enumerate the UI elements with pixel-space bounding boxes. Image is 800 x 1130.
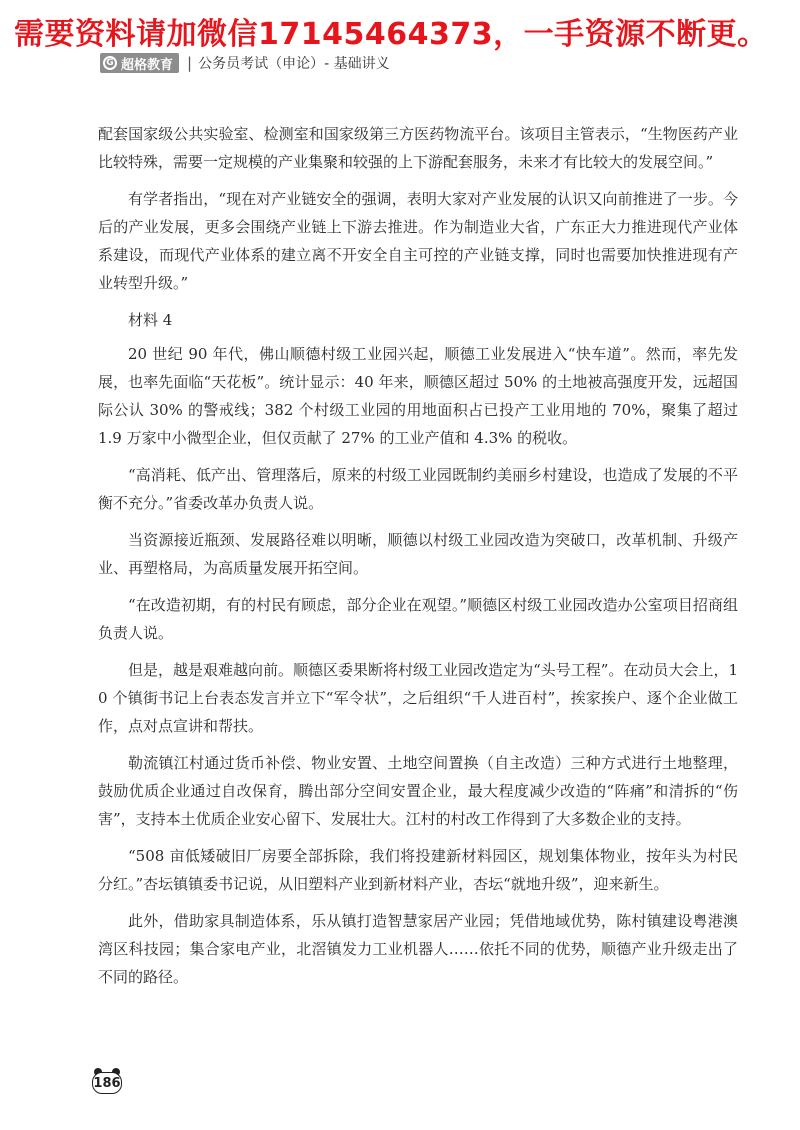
paragraph: 有学者指出，“现在对产业链安全的强调，表明大家对产业发展的认识又向前推进了一步。今后的产业发展，更多会围绕产业链上下游去推进。作为制造业大省，广东正大力推进现代产业体系建设，而现代产业体系的建立离不开安全自主可控的产业链支撑，同时也需要加快推进现有产业转型升级。” bbox=[98, 190, 738, 292]
paragraph: 当资源接近瓶颈、发展路径难以明晰，顺德以村级工业园改造为突破口，改革机制、升级产业、再塑格局，为高质量发展开拓空间。 bbox=[98, 531, 738, 577]
paragraph: 20 世纪 90 年代，佛山顺德村级工业园兴起，顺德工业发展进入“快车道”。然而，率先发展，也率先面临“天花板”。统计显示：40 年来，顺德区超过 50% 的土地被高强度开发，远超国际公认 30% 的警戒线；382 个村级工业园的用地面积占已投产工业用地的 70%，聚集了超过 1.9 万家中小微型企业，但仅贡献了 27% 的工业产值和 4.3% 的税收。 bbox=[98, 345, 738, 447]
paragraph: “高消耗、低产出、管理落后，原来的村级工业园既制约美丽乡村建设，也造成了发展的不平衡不充分。”省委改革办负责人说。 bbox=[98, 466, 738, 512]
paragraph: 此外，借助家具制造体系，乐从镇打造智慧家居产业园；凭借地域优势，陈村镇建设粤港澳湾区科技园；集合家电产业，北滘镇发力工业机器人……依托不同的优势，顺德产业升级走出了不同的路径。 bbox=[98, 912, 738, 986]
header-separator: | bbox=[187, 54, 193, 72]
page-number-text: 186 bbox=[93, 1075, 121, 1091]
page-number-badge bbox=[92, 1072, 122, 1094]
paragraph: 但是，越是艰难越向前。顺德区委果断将村级工业园改造定为“头号工程”。在动员大会上，10 个镇街书记上台表态发言并立下“军令状”，之后组织“千人进百村”，挨家挨户、逐个企业做工作，点对点宣讲和帮扶。 bbox=[98, 661, 738, 735]
publisher-logo bbox=[100, 53, 179, 73]
body-text bbox=[98, 120, 738, 1000]
paragraph: “在改造初期，有的村民有顾虑，部分企业在观望。”顺德区村级工业园改造办公室项目招商组负责人说。 bbox=[98, 596, 738, 642]
section-heading: 材料 4 bbox=[128, 311, 173, 329]
paragraph: 勒流镇江村通过货币补偿、物业安置、土地空间置换（自主改造）三种方式进行土地整理，鼓励优质企业通过自改保育，腾出部分空间安置企业，最大程度减少改造的“阵痛”和清拆的“伤害”，支持本土优质企业安心留下、发展壮大。江村的村改工作得到了大多数企业的支持。 bbox=[98, 754, 738, 828]
header-title: 公务员考试（申论）- 基础讲义 bbox=[198, 56, 390, 72]
page-number bbox=[92, 1070, 122, 1096]
logo-icon: G bbox=[103, 56, 117, 70]
page-header bbox=[100, 52, 390, 74]
watermark-banner: 需要资料请加微信17145464373，一手资源不断更。 bbox=[14, 17, 768, 52]
logo-text: 超格教育 bbox=[121, 57, 174, 73]
paragraph: “508 亩低矮破旧厂房要全部拆除，我们将投建新材料园区，规划集体物业，按年头为村民分红。”杏坛镇镇委书记说，从旧塑料产业到新材料产业，杏坛“就地升级”，迎来新生。 bbox=[98, 847, 738, 893]
paragraph: 配套国家级公共实验室、检测室和国家级第三方医药物流平台。该项目主管表示，“生物医药产业比较特殊，需要一定规模的产业集聚和较强的上下游配套服务，未来才有比较大的发展空间。” bbox=[98, 125, 738, 171]
